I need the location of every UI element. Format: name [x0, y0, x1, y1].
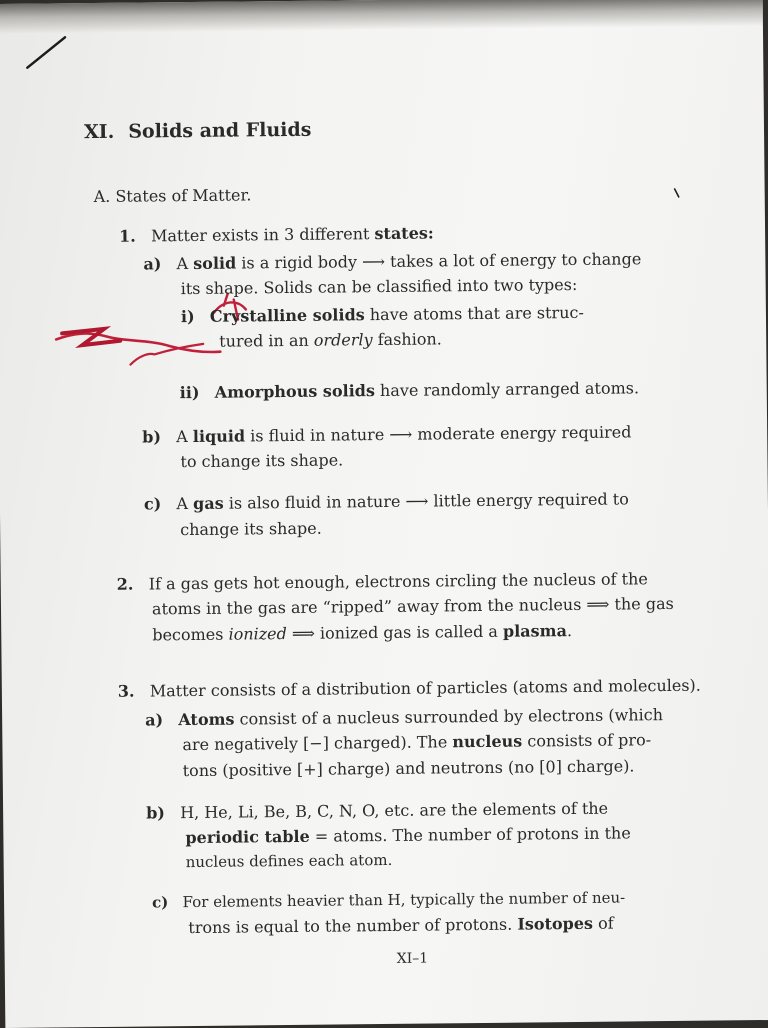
item-1a-ii-text: have randomly arranged atoms. — [374, 378, 640, 401]
item-1a-i-text: have atoms that are struc- — [364, 302, 584, 325]
item-2-em: ionized — [228, 624, 287, 644]
item-1a-bold: solid — [193, 253, 237, 273]
subsection-heading: A. States of Matter. — [93, 185, 252, 207]
item-2-line-3 — [152, 618, 572, 647]
item-3c-text-post: of — [592, 913, 614, 933]
item-2-label: 2. — [116, 574, 134, 594]
item-3a-line-3: tons (positive [+] charge) and neutrons (no [0] charge). — [182, 756, 635, 781]
item-1c-bold: gas — [193, 493, 224, 513]
item-1a-i-label: i) — [180, 306, 195, 327]
item-3a-text-1: consist of a nucleus surrounded by electrons (which — [234, 705, 664, 729]
item-3c-label: c) — [151, 893, 169, 912]
item-3a-label: a) — [145, 710, 164, 730]
item-3c-text-1: For elements heavier than H, typically the number of neu- — [182, 888, 626, 912]
item-1-text: Matter exists in 3 different — [150, 224, 375, 246]
item-1a-ii-line — [180, 375, 640, 405]
item-1a-i-text-pre: tured in an — [219, 330, 314, 351]
item-3b-line-3: nucleus defines each atom. — [185, 850, 393, 872]
item-1c-label: c) — [143, 494, 162, 514]
item-2-bold: plasma — [502, 621, 568, 641]
item-3a-line-2 — [182, 727, 651, 757]
item-1a-text-pre: A — [176, 253, 194, 274]
item-1a-ii-label: ii) — [179, 382, 200, 403]
item-1a-line-2: its shape. Solids can be classified into two types: — [180, 274, 578, 299]
item-1a-i-line-1 — [181, 300, 584, 329]
item-3b-text-1: H, He, Li, Be, B, C, N, O, etc. are the elements of the — [180, 798, 609, 823]
section-title: Solids and Fluids — [128, 118, 312, 143]
item-3-text-1: Matter consists of a distribution of particles (atoms and molecules). — [149, 675, 701, 701]
item-1-bold: states: — [374, 223, 434, 244]
item-2-text-end: . — [566, 621, 573, 641]
item-1c-line-1 — [144, 486, 629, 516]
item-1b-text-pre: A — [176, 426, 193, 447]
item-3a-text-pre: are negatively [−] charged). The — [182, 732, 453, 755]
item-3b-text-2: = atoms. The number of protons in the — [309, 823, 631, 846]
item-1b-text-post: is fluid in nature ⟶ moderate energy required — [245, 422, 632, 446]
item-3-label: 3. — [117, 681, 135, 701]
red-scribble — [62, 329, 120, 346]
item-1a-ii-bold: Amorphous solids — [214, 381, 376, 402]
item-3b-line-2 — [185, 820, 631, 850]
item-2-line-2: atoms in the gas are “ripped” away from the nucleus ⟹ the gas — [151, 593, 674, 619]
item-2-text-1: If a gas gets hot enough, electrons circling the nucleus of the — [148, 569, 648, 594]
item-3b-label: b) — [146, 803, 166, 823]
item-3b-bold: periodic table — [185, 826, 310, 848]
item-1a-i-text-post: fashion. — [372, 329, 442, 350]
item-1c-text-post: is also fluid in nature ⟶ little energy required to — [223, 489, 629, 513]
item-3c-text-pre: trons is equal to the number of protons. — [188, 914, 518, 938]
item-1a-i-bold: Crystalline solids — [209, 305, 365, 326]
item-3a-bold: Atoms — [178, 709, 235, 730]
item-2-text-mid: ⟹ ionized gas is called a — [286, 621, 504, 644]
page-number: XI–1 — [396, 950, 429, 967]
section-heading — [84, 119, 312, 143]
item-3a-bold-2: nucleus — [452, 731, 523, 752]
item-3-line-1 — [118, 673, 701, 704]
item-1a-i-line-2 — [219, 326, 442, 353]
pen-tick — [675, 189, 679, 197]
item-3c-bold: Isotopes — [517, 913, 594, 934]
item-1-label: 1. — [118, 226, 136, 246]
section-number: XI. — [83, 120, 115, 144]
item-1b-line-2: to change its shape. — [180, 450, 344, 472]
item-1b-label: b) — [142, 427, 162, 447]
item-1b-line-1 — [142, 419, 631, 449]
red-margin-stroke — [56, 332, 220, 354]
pen-check-mark — [27, 37, 65, 67]
item-1c-line-2: change its shape. — [180, 518, 322, 540]
item-1-line — [119, 220, 434, 248]
item-1b-bold: liquid — [192, 426, 246, 446]
item-1a-i-em: orderly — [313, 330, 373, 350]
item-1c-text-pre: A — [176, 493, 194, 514]
page-top-shadow — [0, 0, 763, 34]
item-3c-line-2 — [188, 911, 614, 940]
item-1a-label: a) — [143, 254, 162, 274]
red-tail-stroke — [130, 344, 203, 365]
item-2-text-pre: becomes — [152, 624, 229, 645]
item-3a-text-post: consists of pro- — [522, 730, 652, 751]
item-1a-text-post: is a rigid body ⟶ takes a lot of energy to change — [236, 249, 642, 273]
